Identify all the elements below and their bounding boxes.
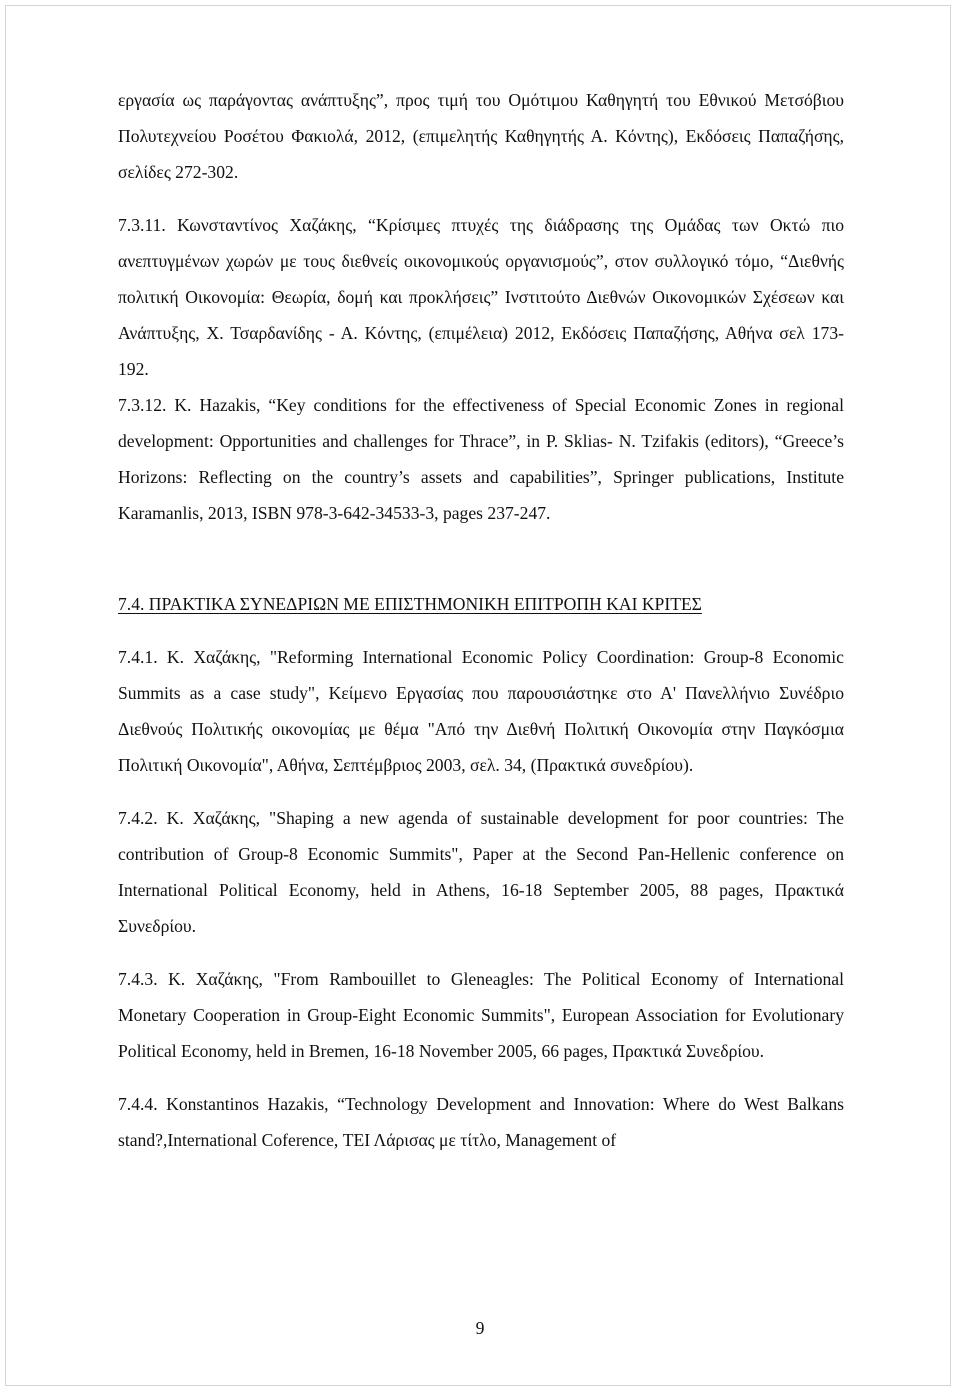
reference-7-3-11: 7.3.11. Κωνσταντίνος Χαζάκης, “Κρίσιμες πτυχές της διάδρασης της Ομάδας των Οκτώ πιο ανεπτυγμένων χωρών με τους διεθνείς οικονομικούς οργανισμούς”, στον συλλογικό τόμο, “Διεθνής πολιτική Οικονομία: Θεωρία, δομή και προκλήσεις” Ινστιτούτο Διεθνών Οικονομικών Σχέσεων και Ανάπτυξης, Χ. Τσαρδανίδης - Α. Κόντης, (επιμέλεια) 2012, Εκδόσεις Παπαζήσης, Αθήνα σελ 173-192. [118,215,844,379]
paragraph-continuation: εργασία ως παράγοντας ανάπτυξης”, προς τιμή του Ομότιμου Καθηγητή του Εθνικού Μετσόβιου Πολυτεχνείου Ροσέτου Φακιολά, 2012, (επιμελητής Καθηγητής Α. Κόντης), Εκδόσεις Παπαζήσης, σελίδες 272-302. [118,90,844,182]
entry-7-4-2: 7.4.2. Κ. Χαζάκης, "Shaping a new agenda of sustainable development for poor countries: The contribution of Group-8 Economic Summits", Paper at the Second Pan-Hellenic conference on International Political Economy, held in Athens, 16-18 September 2005, 88 pages, Πρακτικά Συνεδρίου. [118,808,844,936]
document-body [118,82,844,1158]
entry-7-4-3: 7.4.3. Κ. Χαζάκης, "From Rambouillet to Gleneagles: The Political Economy of International Monetary Cooperation in Group-Eight Economic Summits", European Association for Evolutionary Political Economy, held in Bremen, 16-18 November 2005, 66 pages, Πρακτικά Συνεδρίου. [118,969,844,1061]
section-heading: 7.4. ΠΡΑΚΤΙΚΑ ΣΥΝΕΔΡΙΩΝ ΜΕ ΕΠΙΣΤΗΜΟΝΙΚΗ ΕΠΙΤΡΟΠΗ ΚΑΙ ΚΡΙΤΕΣ [118,594,702,614]
section-heading-wrapper [118,586,844,622]
entry-7-4-1: 7.4.1. Κ. Χαζάκης, "Reforming International Economic Policy Coordination: Group-8 Economic Summits as a case study", Κείμενο Εργασίας που παρουσιάστηκε στο Α' Πανελλήνιο Συνέδριο Διεθνούς Πολιτικής οικονομίας με θέμα "Από την Διεθνή Πολιτική Οικονομία στην Παγκόσμια Πολιτική Οικονομία", Αθήνα, Σεπτέμβριος 2003, σελ. 34, (Πρακτικά συνεδρίου). [118,647,844,775]
entry-7-4-4: 7.4.4. Konstantinos Hazakis, “Technology Development and Innovation: Where do West Balkans stand?,International Coference, ΤΕΙ Λάρισας με τίτλο, Management of [118,1094,844,1150]
reference-7-3-12: 7.3.12. K. Hazakis, “Key conditions for the effectiveness of Special Economic Zones in regional development: Opportunities and challenges for Thrace”, in P. Sklias- N. Tzifakis (editors), “Greece’s Horizons: Reflecting on the country’s assets and capabilities”, Springer publications, Institute Karamanlis, 2013, ISBN 978-3-642-34533-3, pages 237-247. [118,395,844,523]
page-number: 9 [475,1318,485,1338]
